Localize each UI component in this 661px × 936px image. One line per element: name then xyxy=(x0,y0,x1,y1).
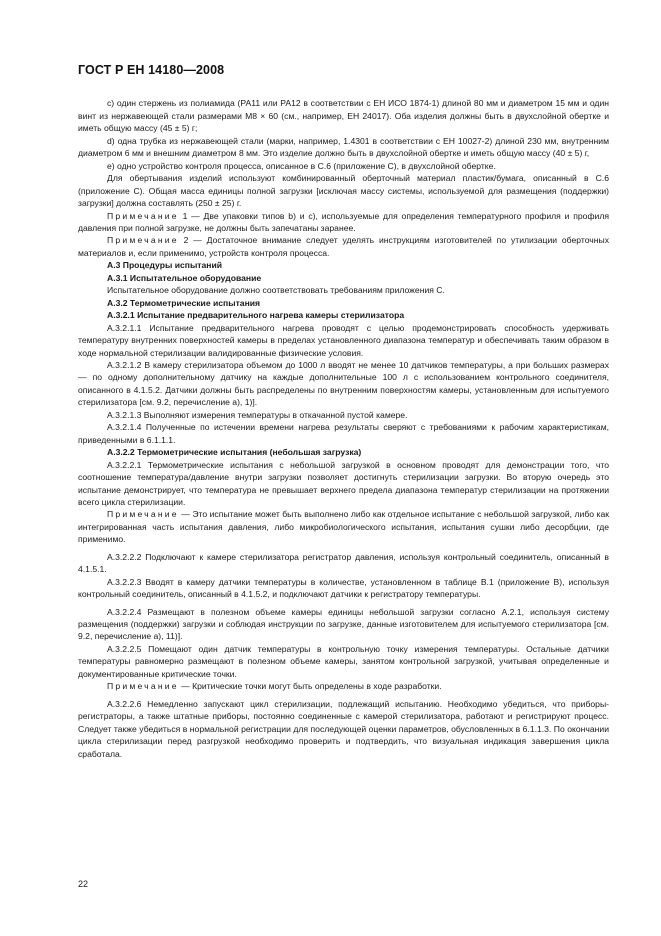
paragraph-a3214: A.3.2.1.4 Полученные по истечении времени нагрева результаты сверяют с требованиями к рабочим характеристикам, приведенными в 6.1.1.1. xyxy=(78,422,609,445)
list-item-e: е) одно устройство контроля процесса, описанное в С.6 (приложение С), в двухслойной обертке. xyxy=(107,160,496,171)
paragraph-wrapping: Для обертывания изделий используют комбинированный оберточный материал пластик/бумага, описанный в С.6 (приложение С). Общая масса единицы полной загрузки [исключая массу системы, используемой для размещения (поддержки) загрузки] должна составлять (250 ± 25) г. xyxy=(78,173,609,209)
page-header: ГОСТ Р ЕН 14180—2008 xyxy=(78,63,225,77)
note-label: Примечание xyxy=(107,681,179,692)
paragraph-a3212: A.3.2.1.2 В камеру стерилизатора объемом до 1000 л вводят не менее 10 датчиков температуры, а при больших размерах — по одному дополнительному датчику на каждые дополнительные 100 л с использованием контрольного соединителя, описанного в 4.1.5.2. Датчики должны быть распределены по внутренним поверхностям камеры, установленным для испытуемого стерилизатора [см. 9.2, перечисление а), 1)]. xyxy=(78,359,609,408)
note-1: Примечание 1 — Две упаковки типов b) и с), используемые для определения температурного профиля и профиля давления при полной загрузке, не должны быть запечатаны заранее. xyxy=(78,210,609,233)
section-heading-a321: A.3.2.1 Испытание предварительного нагрева камеры стерилизатора xyxy=(107,310,405,321)
paragraph-a3221: A.3.2.2.1 Термометрические испытания с небольшой загрузкой в основном проводят для демонстрации того, что соотношение температура/давление внутри загрузки позволяет достигнуть стерилизации загрузки. Во вторую очередь это испытание демонстрирует, что температура не превышает верхнего предела диапазона температур стерилизации на протяжении всего цикла стерилизации. xyxy=(78,459,609,507)
section-heading-a32: A.3.2 Термометрические испытания xyxy=(107,297,261,308)
paragraph-a3224: A.3.2.2.4 Размещают в полезном объеме камеры единицы небольшой загрузки согласно А.2.1, используя систему размещения (поддержки) загрузки и соблюдая инструкции по загрузке, данные изготовителем для испытуемого стерилизатора [см. 9.2, перечисление а), 11)]. xyxy=(78,606,609,642)
paragraph-a3226: A.3.2.2.6 Немедленно запускают цикл стерилизации, подлежащий испытанию. Необходимо убедиться, что приборы-регистраторы, а также штатные приборы, постоянно соединенные с камерой стерилизатора, работают и регистрируют процесс. Следует также убедиться в нормальной регистрации для последующей оценки параметров, обусловленных в 6.1.1.3. По окончании цикла стерилизации перед разгрузкой необходимо проверить и подтвердить, что визуальная индикация завершения цикла сработала. xyxy=(78,698,609,759)
paragraph-a31: Испытательное оборудование должно соответствовать требованиям приложения С. xyxy=(107,285,445,296)
section-heading-a322: A.3.2.2 Термометрические испытания (небольшая загрузка) xyxy=(107,447,362,458)
section-heading-a3: A.3 Процедуры испытаний xyxy=(107,260,223,271)
paragraph-a3225: A.3.2.2.5 Помещают один датчик температуры в контрольную точку измерения температуры. Остальные датчики температуры равномерно размещают в полезном объеме камеры, занятом контрольной загрузкой, учитывая определенные и документированные критические точки. xyxy=(78,643,609,679)
section-heading-a31: A.3.1 Испытательное оборудование xyxy=(107,272,262,283)
page-number: 22 xyxy=(78,879,89,889)
note-label: Примечание xyxy=(107,235,179,246)
paragraph-a3223: A.3.2.2.3 Вводят в камеру датчики температуры в количестве, установленном в таблице В.1 (приложение В), используя контрольный соединитель, описанный в 4.1.5.2, и подключают датчики к регистратору температуры. xyxy=(78,576,609,600)
paragraph-a3213: A.3.2.1.3 Выполняют измерения температуры в откачанной пустой камере. xyxy=(107,409,408,420)
paragraph-a3211: A.3.2.1.1 Испытание предварительного нагрева проводят с целью продемонстрировать способность удерживать температуру внутренних поверхностей камеры в пределах установленного диапазона температур и обеспечивать таким образом в ходе нормальной стерилизации валидированные физические условия. xyxy=(78,322,609,358)
paragraph-a3222: A.3.2.2.2 Подключают к камере стерилизатора регистратор давления, используя контрольный соединитель, описанный в 4.1.5.1. xyxy=(78,551,609,575)
note-label: Примечание xyxy=(107,509,179,520)
note-3: Примечание — Это испытание может быть выполнено либо как отдельное испытание с небольшой загрузкой, либо как интегрированная часть испытания давления, либо микробиологического испытания, испытания сушки либо десорбции, где применимо. xyxy=(78,509,610,545)
note-2: Примечание 2 — Достаточное внимание следует уделять инструкциям изготовителей по утилизации оберточных материалов и, если применимо, устройств контроля процесса. xyxy=(78,235,609,258)
note-4: Примечание — Критические точки могут быть определены в ходе разработки. xyxy=(107,681,442,692)
list-item-d: d) одна трубка из нержавеющей стали (марки, например, 1.4301 в соответствии с ЕН 10027-2) длиной 230 мм, внутренним диаметром 6 мм и внешним диаметром 8 мм. Это изделие должно быть в двухслойной обертке и иметь общую массу (40 ± 5) г, xyxy=(78,135,609,159)
note-label: Примечание xyxy=(107,210,179,221)
list-item-c: с) один стержень из полиамида (PA11 или PA12 в соответствии с ЕН ИСО 1874-1) длиной 80 мм и диаметром 15 мм и один винт из нержавеющей стали размерами М8 × 60 (см., например, ЕН 24017). Оба изделия должны быть в двухслойной обертке и иметь общую массу (45 ± 5) г; xyxy=(78,98,609,134)
